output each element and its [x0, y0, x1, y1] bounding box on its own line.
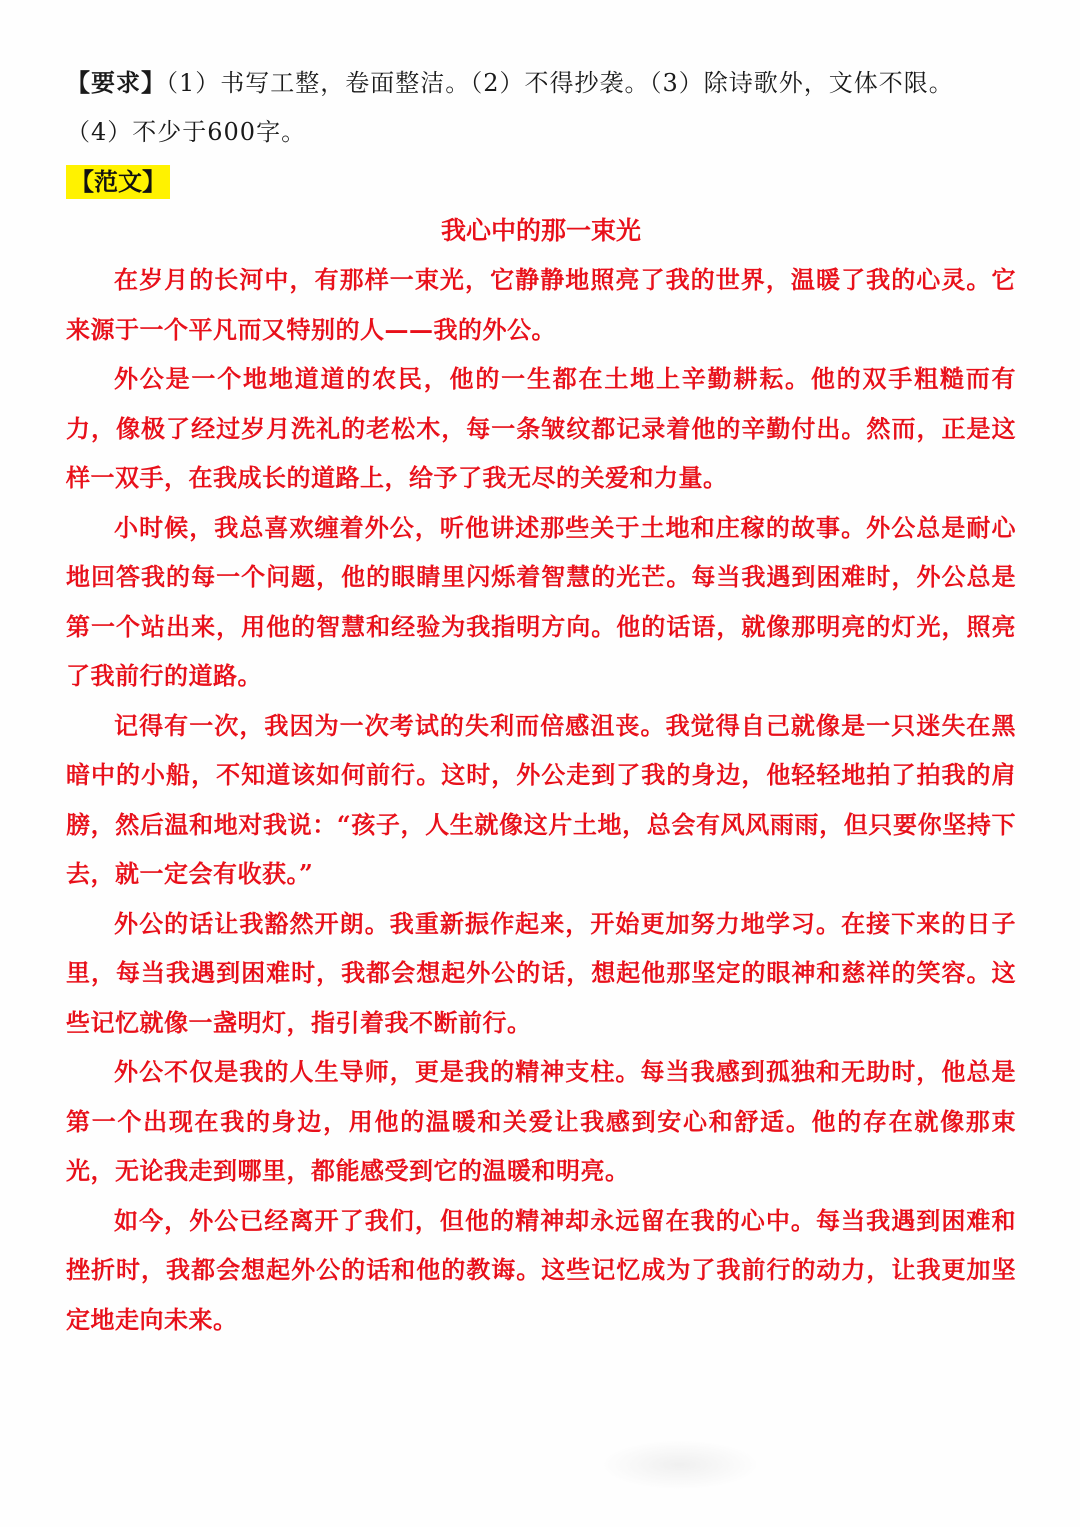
essay-title: 我心中的那一束光 — [440, 216, 641, 245]
essay-paragraph-2: 外公是一个地地道道的农民，他的一生都在土地上辛勤耕耘。他的双手粗糙而有力，像极了经过岁月洗礼的老松木，每一条皱纹都记录着他的辛勤付出。然而，正是这样一双手，在我成长的道路上，给予了我无尽的关爱和力量。 — [66, 364, 1016, 492]
requirements-label: 【要求】 — [66, 68, 166, 97]
essay-paragraph-7: 如今，外公已经离开了我们，但他的精神却永远留在我的心中。每当我遇到困难和挫折时，我都会想起外公的话和他的教诲。这些记忆成为了我前行的动力，让我更加坚定地走向未来。 — [66, 1205, 1016, 1334]
requirements-line-1 — [66, 58, 1016, 108]
paper-smudge — [600, 1440, 760, 1490]
essay-paragraph-4: 记得有一次，我因为一次考试的失利而倍感沮丧。我觉得自己就像是一只迷失在黑暗中的小船，不知道该如何前行。这时，外公走到了我的身边，他轻轻地拍了拍我的肩膀，然后温和地对我说：“孩子，人生就像这片土地，总会有风风雨雨，但只要你坚持下去，就一定会有收获。” — [66, 710, 1016, 888]
requirements-text-1: （1）书写工整，卷面整洁。（2）不得抄袭。（3）除诗歌外，文体不限。 — [166, 69, 954, 97]
essay-paragraph-1: 在岁月的长河中，有那样一束光，它静静地照亮了我的世界，温暖了我的心灵。它来源于一个平凡而又特别的人——我的外公。 — [66, 265, 1016, 344]
essay-paragraph-6: 外公不仅是我的人生导师，更是我的精神支柱。每当我感到孤独和无助时，他总是第一个出现在我的身边，用他的温暖和关爱让我感到安心和舒适。他的存在就像那束光，无论我走到哪里，都能感受到它的温暖和明亮。 — [66, 1057, 1016, 1185]
essay-paragraph-5: 外公的话让我豁然开朗。我重新振作起来，开始更加努力地学习。在接下来的日子里，每当我遇到困难时，我都会想起外公的话，想起他那坚定的眼神和慈祥的笑容。这些记忆就像一盏明灯，指引着我不断前行。 — [66, 908, 1016, 1037]
essay-paragraph-3: 小时候，我总喜欢缠着外公，听他讲述那些关于土地和庄稼的故事。外公总是耐心地回答我的每一个问题，他的眼睛里闪烁着智慧的光芒。每当我遇到困难时，外公总是第一个站出来，用他的智慧和经验为我指明方向。他的话语，就像那明亮的灯光，照亮了我前行的道路。 — [66, 512, 1016, 690]
document-content — [66, 58, 1016, 1344]
sample-essay-label: 【范文】 — [66, 165, 170, 199]
requirements-line-2: （4）不少于600字。 — [66, 118, 307, 146]
